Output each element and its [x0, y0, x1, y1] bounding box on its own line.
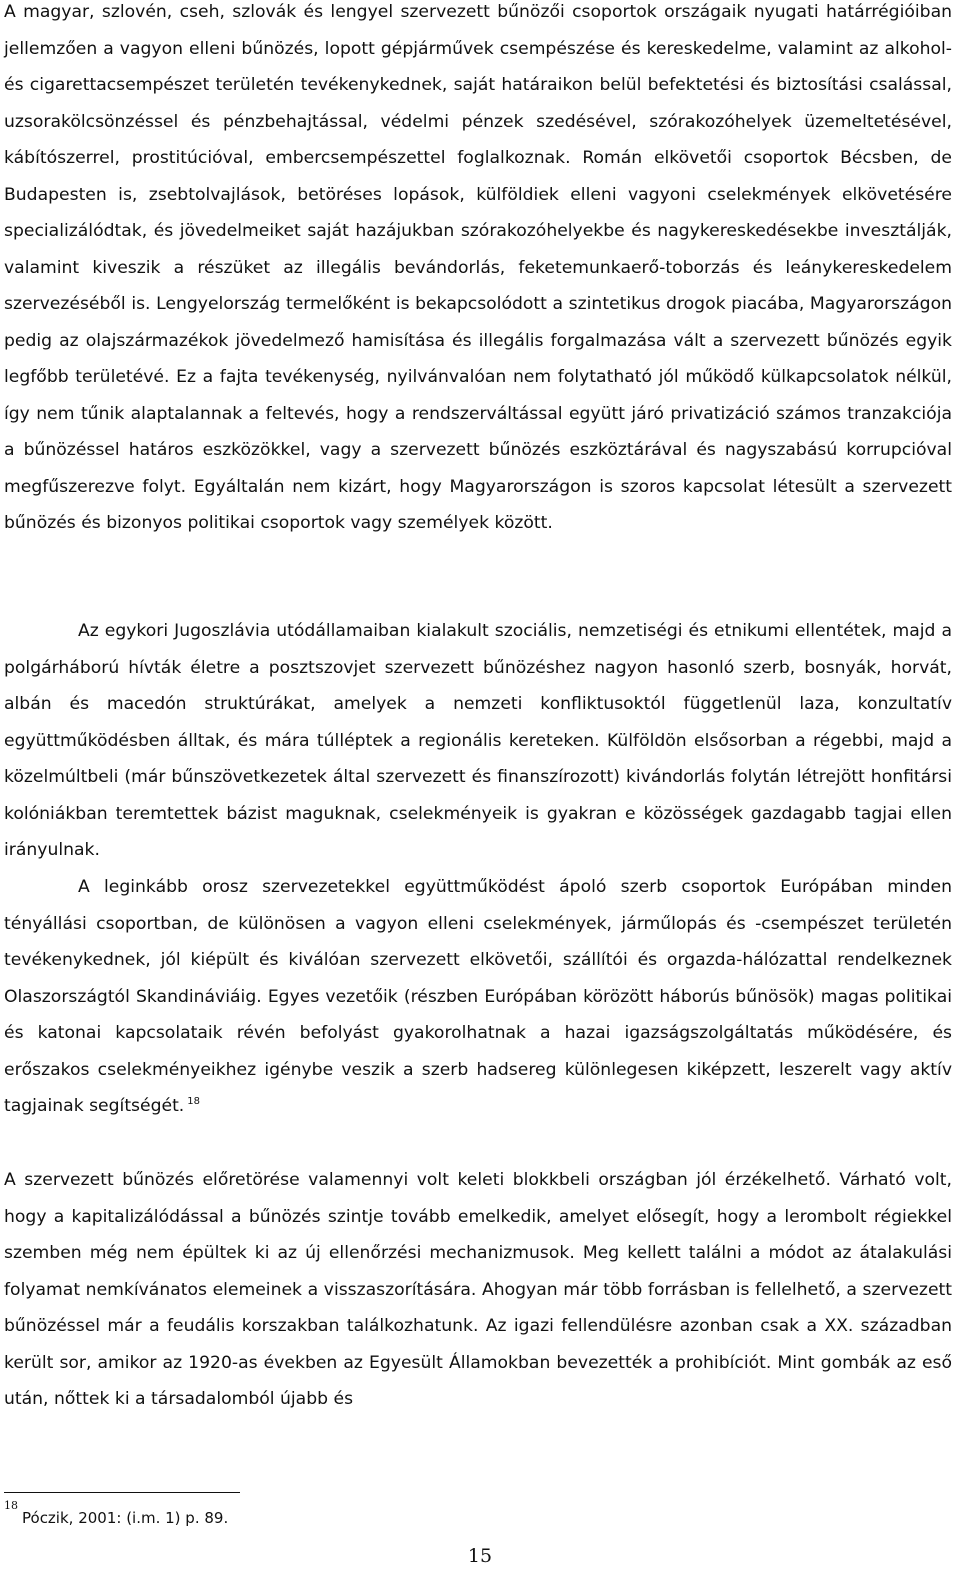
paragraph-serbian-groups [4, 869, 952, 1125]
paragraph-eastern-bloc: A szervezett bűnözés előretörése valamennyi volt keleti blokkbeli országban jól érzékelhető. Várható volt, hogy a kapitalizálódással a bűnözés szintje tovább emelkedik, amelyet elősegít, hogy a lerombolt régiekkel szemben még nem épültek ki az új ellenőrzési mechanizmusok. Meg kellett találni a módot az átalakulási folyamat nemkívánatos elemeinek a visszaszorítására. Ahogyan már több forrásban is fellelhető, a szervezett bűnözéssel már a feudális korszakban találkozhatunk. Az igazi fellendülésre azonban csak a XX. században került sor, amikor az 1920-as években az Egyesült Államokban bevezették a prohibíciót. Mint gombák az eső után, nőttek ki a társadalomból újabb és [4, 1170, 952, 1409]
page-number: 15 [467, 1545, 493, 1567]
footnote-number: 18 [4, 1499, 18, 1512]
footnote-reference[interactable]: 18 [187, 1096, 201, 1108]
footnote [4, 1498, 228, 1528]
footnote-text: Póczik, 2001: (i.m. 1) p. 89. [22, 1509, 229, 1527]
paragraph-yugoslavia-successor-states: Az egykori Jugoszlávia utódállamaiban kialakult szociális, nemzetiségi és etnikumi ellentétek, majd a polgárháború hívták életre a posztszovjet szervezett bűnözéshez nagyon hasonló szerb, bosnyák, horvát, albán és macedón struktúrákat, amelyek a nemzeti konfliktusoktól függetlenül laza, konzultatív együttműködésben álltak, és mára túlléptek a regionális kereteken. Külföldön elsősorban a régebbi, majd a közelmúltbeli (már bűnszövetkezetek által szervezett és finanszírozott) kivándorlás folytán létrejött honfitársi kolóniákban teremtettek bázist maguknak, cselekményeik is gyakran e közösségek gazdagabb tagjai ellen irányulnak. [4, 621, 952, 860]
footnote-separator [4, 1492, 240, 1493]
paragraph-organized-crime-central-europe: A magyar, szlovén, cseh, szlovák és lengyel szervezett bűnözői csoportok országaik nyugati határrégióiban jellemzően a vagyon elleni bűnözés, lopott gépjárművek csempészése és kereskedelme, valamint az alkohol- és cigarettacsempészet területén tevékenykednek, saját határaikon belül befektetési és biztosítási csalással, uzsorakölcsönzéssel és pénzbehajtással, védelmi pénzek szedésével, szórakozóhelyek üzemeltetésével, kábítószerrel, prostitúcióval, embercsempészettel foglalkoznak. Román elkövetői csoportok Bécsben, de Budapesten is, zsebtolvajlások, betöréses lopások, külföldiek elleni vagyoni cselekmények elkövetésére specializálódtak, és jövedelmeiket saját hazájukban szórakozóhelyekbe és nagykereskedésekbe invesztálják, valamint kiveszik a részüket az illegális bevándorlás, feketemunkaerő-toborzás és leánykereskedelem szervezéséből is. Lengyelország termelőként is bekapcsolódott a szintetikus drogok piacába, Magyarországon pedig az olajszármazékok jövedelmező hamisítása és illegális forgalmazása vált a szervezett bűnözés egyik legfőbb területévé. Ez a fajta tevékenység, nyilvánvalóan nem folytatható jól működő külkapcsolatok nélkül, így nem tűnik alaptalannak a feltevés, hogy a rendszerváltással együtt járó privatizáció számos tranzakciója a bűnözéssel határos eszközökkel, vagy a szervezett bűnözés eszköztárával és nagyszabású korrupcióval megfűszerezve folyt. Egyáltalán nem kizárt, hogy Magyarországon is szoros kapcsolat létesült a szervezett bűnözés és bizonyos politikai csoportok vagy személyek között. [4, 2, 952, 533]
paragraph-serbian-groups-text: A leginkább orosz szervezetekkel együttműködést ápoló szerb csoportok Európában minden tényállási csoportban, de különösen a vagyon elleni cselekmények, járműlopás és -csempészet területén tevékenykednek, jól kiépült és kiválóan szervezett elkövetői, szállítói és orgazda-hálózattal rendelkeznek Olaszországtól Skandináviáig. Egyes vezetőik (részben Európában körözött háborús bűnösök) magas politikai és katonai kapcsolataik révén befolyást gyakorolhatnak a hazai igazságszolgáltatás működésére, és erőszakos cselekményeikhez igénybe veszik a szerb hadsereg különlegesen kiképzett, leszerelt vagy aktív tagjainak segítségét. [4, 877, 952, 1116]
